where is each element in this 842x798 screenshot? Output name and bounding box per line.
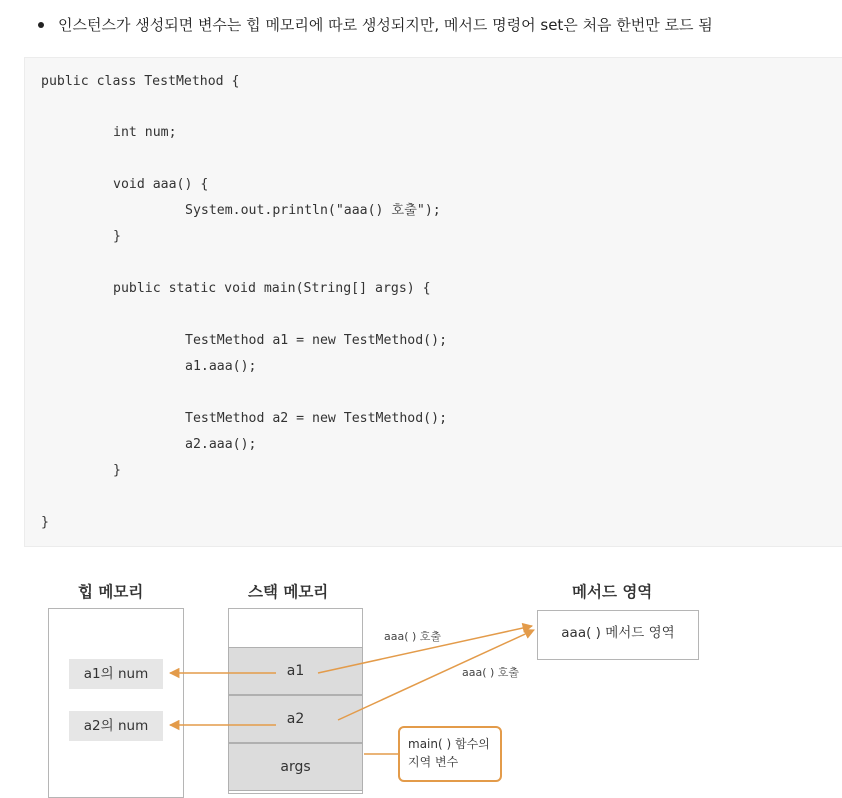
bullet-dot-icon — [38, 22, 44, 28]
local-variable-line: main( ) 함수의 — [408, 737, 490, 751]
heap-cell-a2-num: a2의 num — [69, 711, 163, 741]
local-variable-line: 지역 변수 — [408, 755, 459, 769]
code-line: public class TestMethod { — [41, 74, 240, 89]
arrow-a1-to-method — [318, 626, 532, 673]
arrow-label-call-1: aaa( ) 호출 — [384, 630, 442, 643]
code-line: public static void main(String[] args) { — [113, 281, 431, 296]
bullet-text: 인스턴스가 생성되면 변수는 힙 메모리에 따로 생성되지만, 메서드 명령어 set은 처음 한번만 로드 됨 — [58, 16, 713, 34]
code-line: System.out.println("aaa() 호출"); — [185, 203, 441, 218]
diagram-arrows — [0, 560, 842, 796]
code-block — [24, 57, 842, 547]
code-line: } — [41, 515, 49, 530]
code-line: } — [113, 229, 121, 244]
code-line: a1.aaa(); — [185, 359, 257, 374]
bullet-item — [38, 14, 838, 36]
code-line: a2.aaa(); — [185, 437, 257, 452]
stack-cell-args: args — [228, 743, 363, 791]
code-line: } — [113, 463, 121, 478]
method-area-box: aaa( ) 메서드 영역 — [537, 610, 699, 660]
arrow-a2-to-method — [338, 630, 534, 720]
code-line: TestMethod a1 = new TestMethod(); — [185, 333, 448, 348]
stack-cell-a1: a1 — [228, 647, 363, 695]
code-line: int num; — [113, 125, 177, 140]
stack-cell-a2: a2 — [228, 695, 363, 743]
heap-title: 힙 메모리 — [78, 583, 144, 601]
arrow-label-call-2: aaa( ) 호출 — [462, 666, 520, 679]
method-area-title: 메서드 영역 — [572, 583, 653, 601]
code-line: void aaa() { — [113, 177, 209, 192]
stack-title: 스택 메모리 — [248, 583, 329, 601]
memory-diagram — [0, 560, 842, 796]
heap-cell-a1-num: a1의 num — [69, 659, 163, 689]
code-line: TestMethod a2 = new TestMethod(); — [185, 411, 448, 426]
